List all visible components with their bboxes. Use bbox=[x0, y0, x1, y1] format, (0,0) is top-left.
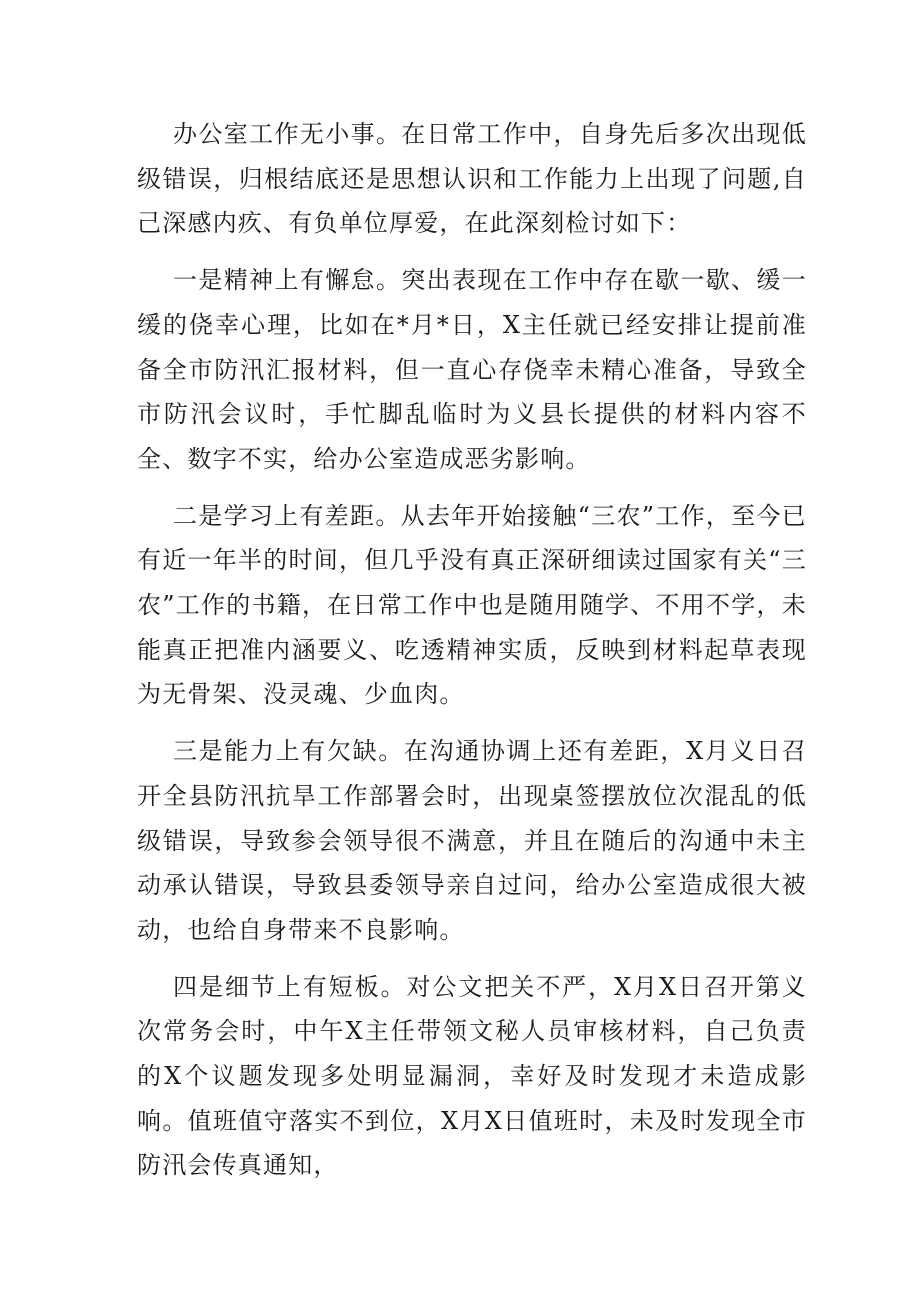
paragraph-spirit: 一是精神上有懈怠。突出表现在工作中存在歇一歇、缓一缓的侥幸心理，比如在*月*日，X主任就已经安排让提前准备全市防汛汇报材料，但一直心存侥幸未精心准备，导致全市防汛会议时，手忙脚乱临时为义县长提供的材料内容不全、数字不实，给办公室造成恶劣影响。 bbox=[137, 266, 807, 473]
paragraph-detail: 四是细节上有短板。对公文把关不严，X月X日召开第义次常务会时，中午X主任带领文秘人员审核材料，自己负责的X个议题发现多处明显漏洞，幸好及时发现才未造成影响。值班值守落实不到位，X月X日值班时，未及时发现全市防汛会传真通知， bbox=[137, 972, 807, 1180]
document-body bbox=[137, 112, 807, 1200]
paragraph-study: 二是学习上有差距。从去年开始接触“三农”工作，至今已有近一年半的时间，但几乎没有真正深研细读过国家有关“三农”工作的书籍，在日常工作中也是随用随学、不用不学，未能真正把准内涵要义、吃透精神实质，反映到材料起草表现为无骨架、没灵魂、少血肉。 bbox=[137, 501, 807, 709]
paragraph-intro: 办公室工作无小事。在日常工作中，自身先后多次出现低级错误，归根结底还是思想认识和工作能力上出现了问题,自己深感内疚、有负单位厚爱，在此深刻检讨如下： bbox=[137, 120, 807, 238]
paragraph-ability: 三是能力上有欠缺。在沟通协调上还有差距，X月义日召开全县防汛抗旱工作部署会时，出现桌签摆放位次混乱的低级错误，导致参会领导很不满意，并且在随后的沟通中未主动承认错误，导致县委领导亲自过问，给办公室造成很大被动，也给自身带来不良影响。 bbox=[137, 737, 807, 944]
